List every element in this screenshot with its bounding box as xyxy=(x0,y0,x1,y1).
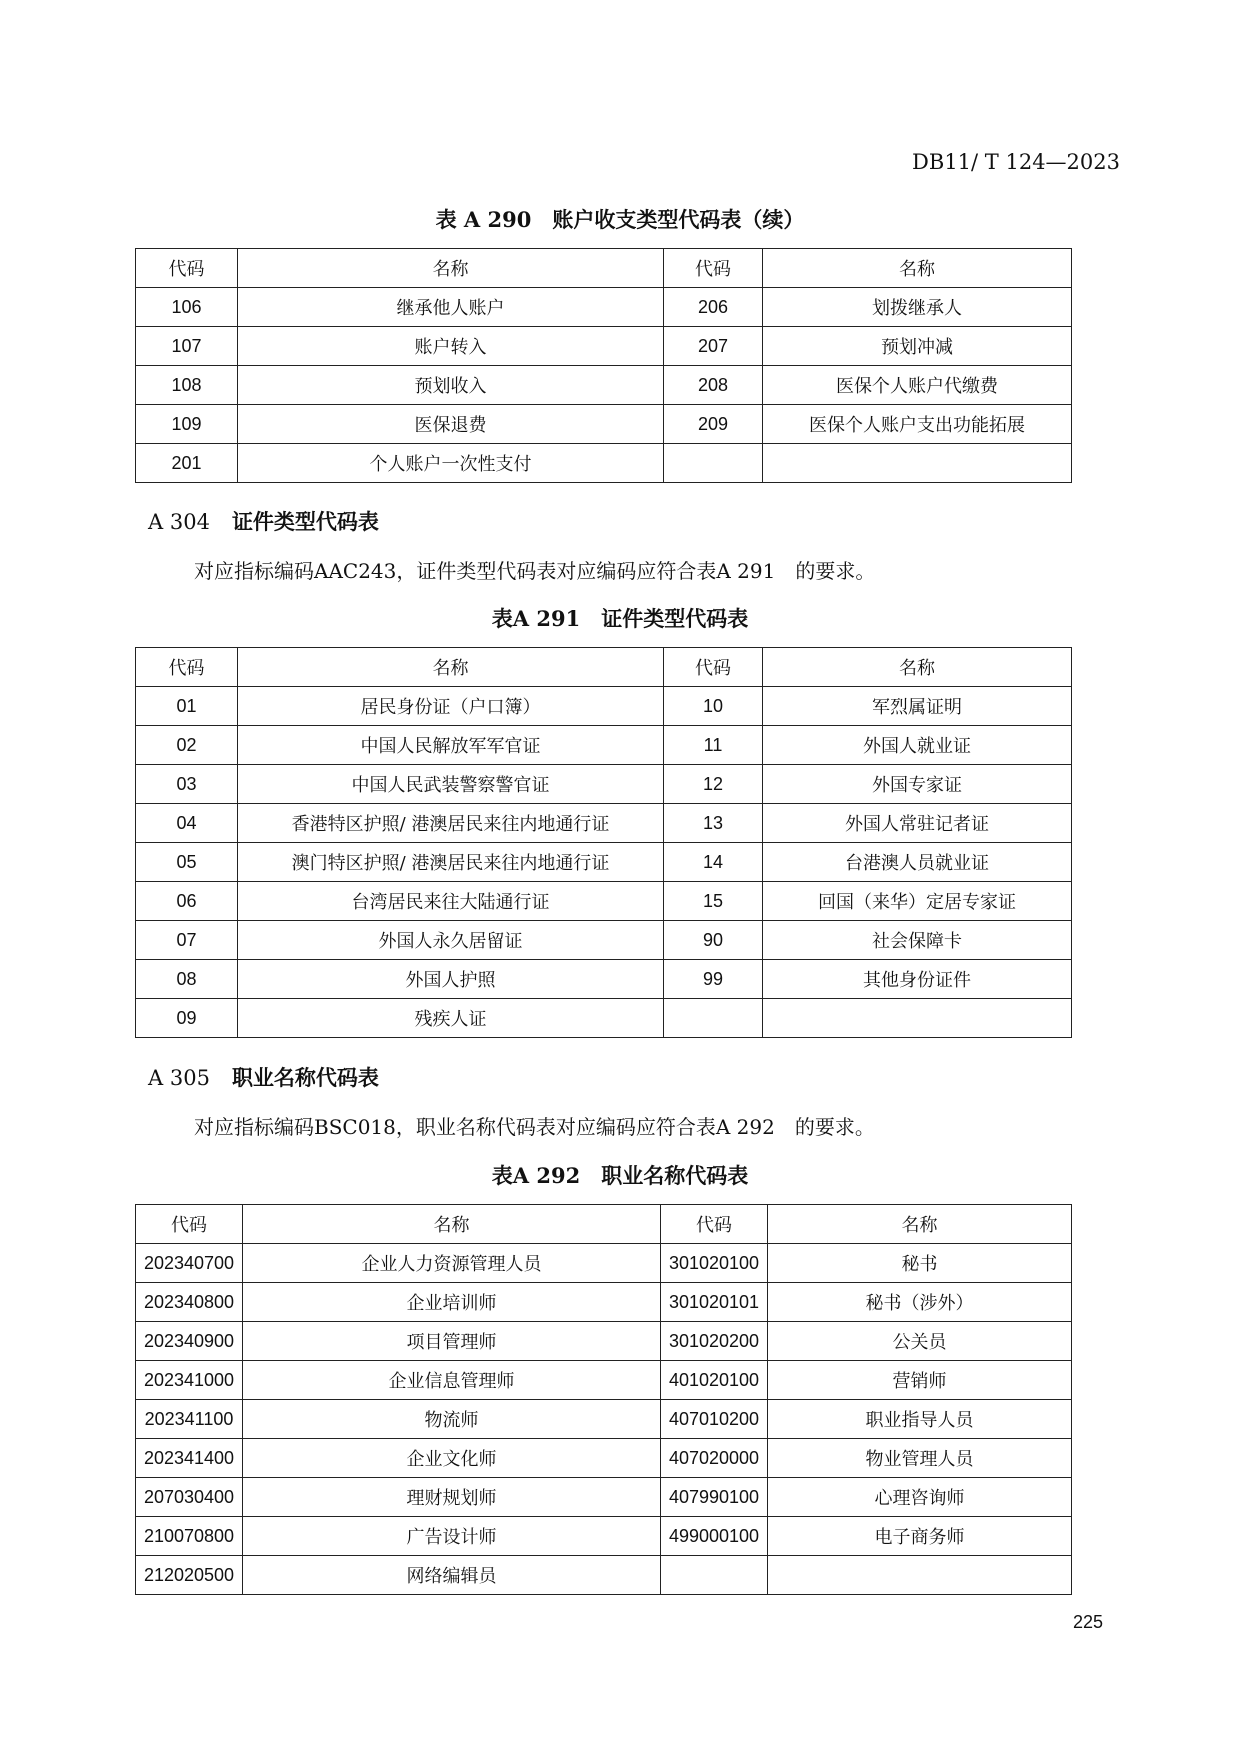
table-row xyxy=(136,405,1072,444)
table-header-row xyxy=(136,249,1072,288)
code-cell: 10 xyxy=(664,687,763,726)
code-cell: 207030400 xyxy=(136,1478,243,1517)
code-cell: 407990100 xyxy=(661,1478,768,1517)
section-305-text: 对应指标编码BSC018，职业名称代码表对应编码应符合表A 292 的要求。 xyxy=(194,1115,875,1139)
name-cell: 社会保障卡 xyxy=(763,921,1072,960)
code-cell: 209 xyxy=(664,405,763,444)
code-cell: 202340800 xyxy=(136,1283,243,1322)
name-cell: 澳门特区护照/ 港澳居民来往内地通行证 xyxy=(238,843,664,882)
name-cell: 电子商务师 xyxy=(768,1517,1072,1556)
code-cell xyxy=(661,1556,768,1595)
code-cell: 09 xyxy=(136,999,238,1038)
name-cell: 医保退费 xyxy=(238,405,664,444)
name-cell: 预划冲减 xyxy=(763,327,1072,366)
code-cell: 202340900 xyxy=(136,1322,243,1361)
table-row xyxy=(136,960,1072,999)
code-cell: 201 xyxy=(136,444,238,483)
name-cell: 医保个人账户代缴费 xyxy=(763,366,1072,405)
table-row xyxy=(136,1283,1072,1322)
code-cell: 499000100 xyxy=(661,1517,768,1556)
column-header: 名称 xyxy=(243,1205,661,1244)
table-row xyxy=(136,366,1072,405)
section-304-heading xyxy=(148,506,379,536)
code-cell: 202341100 xyxy=(136,1400,243,1439)
column-header: 名称 xyxy=(763,249,1072,288)
column-header: 代码 xyxy=(664,249,763,288)
name-cell: 广告设计师 xyxy=(243,1517,661,1556)
table-row xyxy=(136,1322,1072,1361)
name-cell: 外国人永久居留证 xyxy=(238,921,664,960)
code-cell: 13 xyxy=(664,804,763,843)
name-cell: 军烈属证明 xyxy=(763,687,1072,726)
table-row xyxy=(136,1478,1072,1517)
name-cell: 其他身份证件 xyxy=(763,960,1072,999)
name-cell: 秘书 xyxy=(768,1244,1072,1283)
name-cell: 心理咨询师 xyxy=(768,1478,1072,1517)
code-cell: 401020100 xyxy=(661,1361,768,1400)
code-cell: 407020000 xyxy=(661,1439,768,1478)
table-row xyxy=(136,288,1072,327)
column-header: 代码 xyxy=(136,1205,243,1244)
name-cell: 预划收入 xyxy=(238,366,664,405)
code-cell: 04 xyxy=(136,804,238,843)
code-cell: 07 xyxy=(136,921,238,960)
table-row xyxy=(136,921,1072,960)
name-cell: 香港特区护照/ 港澳居民来往内地通行证 xyxy=(238,804,664,843)
section-305-heading xyxy=(148,1062,379,1092)
code-cell: 109 xyxy=(136,405,238,444)
table-row xyxy=(136,1400,1072,1439)
code-cell: 301020100 xyxy=(661,1244,768,1283)
table-290 xyxy=(135,248,1072,483)
name-cell: 企业信息管理师 xyxy=(243,1361,661,1400)
code-cell: 90 xyxy=(664,921,763,960)
table-row xyxy=(136,1244,1072,1283)
column-header: 名称 xyxy=(768,1205,1072,1244)
table-row xyxy=(136,843,1072,882)
table-291 xyxy=(135,647,1072,1038)
code-cell: 01 xyxy=(136,687,238,726)
code-cell: 02 xyxy=(136,726,238,765)
table-292-caption: 表A 292 职业名称代码表 xyxy=(491,1163,749,1188)
code-cell: 301020200 xyxy=(661,1322,768,1361)
code-cell: 03 xyxy=(136,765,238,804)
section-number: A 305 xyxy=(148,1066,210,1090)
section-title: 职业名称代码表 xyxy=(231,1065,379,1090)
name-cell: 物流师 xyxy=(243,1400,661,1439)
code-cell: 106 xyxy=(136,288,238,327)
table-row xyxy=(136,1439,1072,1478)
column-header: 代码 xyxy=(136,648,238,687)
code-cell xyxy=(664,999,763,1038)
column-header: 代码 xyxy=(661,1205,768,1244)
name-cell xyxy=(763,999,1072,1038)
name-cell: 外国人就业证 xyxy=(763,726,1072,765)
name-cell: 账户转入 xyxy=(238,327,664,366)
code-cell: 407010200 xyxy=(661,1400,768,1439)
page-number: 225 xyxy=(1072,1612,1103,1632)
code-cell: 207 xyxy=(664,327,763,366)
name-cell: 网络编辑员 xyxy=(243,1556,661,1595)
name-cell: 划拨继承人 xyxy=(763,288,1072,327)
table-291-caption: 表A 291 证件类型代码表 xyxy=(491,606,749,631)
code-cell: 210070800 xyxy=(136,1517,243,1556)
section-title: 证件类型代码表 xyxy=(231,509,379,534)
name-cell: 居民身份证（户口簿） xyxy=(238,687,664,726)
name-cell: 个人账户一次性支付 xyxy=(238,444,664,483)
name-cell xyxy=(768,1556,1072,1595)
table-row xyxy=(136,999,1072,1038)
table-row xyxy=(136,882,1072,921)
name-cell: 台港澳人员就业证 xyxy=(763,843,1072,882)
column-header: 代码 xyxy=(136,249,238,288)
code-cell: 202341000 xyxy=(136,1361,243,1400)
name-cell: 企业培训师 xyxy=(243,1283,661,1322)
name-cell: 企业文化师 xyxy=(243,1439,661,1478)
name-cell: 营销师 xyxy=(768,1361,1072,1400)
table-header-row xyxy=(136,1205,1072,1244)
name-cell: 职业指导人员 xyxy=(768,1400,1072,1439)
code-cell: 208 xyxy=(664,366,763,405)
table-row xyxy=(136,1361,1072,1400)
document-id: DB11/ T 124—2023 xyxy=(912,150,1120,174)
section-304-text: 对应指标编码AAC243，证件类型代码表对应编码应符合表A 291 的要求。 xyxy=(194,559,876,583)
name-cell: 继承他人账户 xyxy=(238,288,664,327)
table-292 xyxy=(135,1204,1072,1595)
code-cell: 212020500 xyxy=(136,1556,243,1595)
code-cell: 05 xyxy=(136,843,238,882)
name-cell: 秘书（涉外） xyxy=(768,1283,1072,1322)
code-cell: 206 xyxy=(664,288,763,327)
code-cell: 15 xyxy=(664,882,763,921)
name-cell: 残疾人证 xyxy=(238,999,664,1038)
table-header-row xyxy=(136,648,1072,687)
name-cell: 项目管理师 xyxy=(243,1322,661,1361)
name-cell: 回国（来华）定居专家证 xyxy=(763,882,1072,921)
code-cell: 06 xyxy=(136,882,238,921)
code-cell: 99 xyxy=(664,960,763,999)
table-row xyxy=(136,687,1072,726)
name-cell: 台湾居民来往大陆通行证 xyxy=(238,882,664,921)
code-cell: 14 xyxy=(664,843,763,882)
section-number: A 304 xyxy=(148,510,210,534)
table-290-caption: 表 A 290 账户收支类型代码表（续） xyxy=(435,207,805,232)
code-cell: 12 xyxy=(664,765,763,804)
code-cell xyxy=(664,444,763,483)
column-header: 名称 xyxy=(763,648,1072,687)
name-cell: 中国人民解放军军官证 xyxy=(238,726,664,765)
column-header: 名称 xyxy=(238,648,664,687)
column-header: 名称 xyxy=(238,249,664,288)
name-cell xyxy=(763,444,1072,483)
name-cell: 物业管理人员 xyxy=(768,1439,1072,1478)
name-cell: 外国专家证 xyxy=(763,765,1072,804)
table-row xyxy=(136,444,1072,483)
code-cell: 107 xyxy=(136,327,238,366)
code-cell: 202341400 xyxy=(136,1439,243,1478)
name-cell: 外国人护照 xyxy=(238,960,664,999)
name-cell: 企业人力资源管理人员 xyxy=(243,1244,661,1283)
name-cell: 医保个人账户支出功能拓展 xyxy=(763,405,1072,444)
name-cell: 理财规划师 xyxy=(243,1478,661,1517)
name-cell: 中国人民武装警察警官证 xyxy=(238,765,664,804)
table-row xyxy=(136,726,1072,765)
name-cell: 公关员 xyxy=(768,1322,1072,1361)
code-cell: 108 xyxy=(136,366,238,405)
table-row xyxy=(136,1517,1072,1556)
table-row xyxy=(136,1556,1072,1595)
code-cell: 301020101 xyxy=(661,1283,768,1322)
code-cell: 08 xyxy=(136,960,238,999)
code-cell: 202340700 xyxy=(136,1244,243,1283)
table-row xyxy=(136,804,1072,843)
name-cell: 外国人常驻记者证 xyxy=(763,804,1072,843)
code-cell: 11 xyxy=(664,726,763,765)
column-header: 代码 xyxy=(664,648,763,687)
table-row xyxy=(136,765,1072,804)
table-row xyxy=(136,327,1072,366)
